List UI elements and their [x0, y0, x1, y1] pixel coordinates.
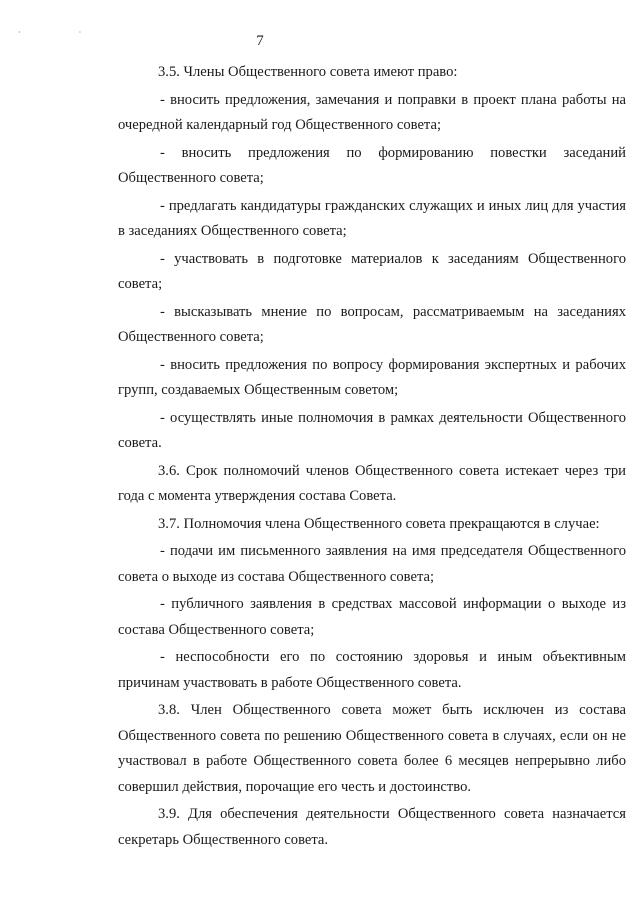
paragraph-3-6: 3.6. Срок полномочий членов Общественного совета истекает через три года с момента утверждения состава Совета.: [118, 462, 626, 504]
paragraph-3-5: 3.5. Члены Общественного совета имеют право:: [158, 64, 458, 80]
paragraph-3-9: 3.9. Для обеспечения деятельности Общественного совета назначается секретарь Общественного совета.: [118, 806, 626, 848]
paragraph-3-7: 3.7. Полномочия члена Общественного совета прекращаются в случае:: [158, 515, 600, 532]
list-item: - осуществлять иные полномочия в рамках деятельности Общественного совета.: [118, 409, 626, 451]
list-item: - неспособности его по состоянию здоровья и иным объективным причинам участвовать в работе Общественного совета.: [118, 649, 626, 691]
list-item: - предлагать кандидатуры гражданских служащих и иных лиц для участия в заседаниях Общественного совета;: [118, 197, 626, 239]
paragraph-3-8: 3.8. Член Общественного совета может быть исключен из состава Общественного совета по решению Общественного совета в случаях, если он не участвовал в работе Общественного совета более 6 месяцев непрерывно либо совершил действия, порочащие его честь и достоинство.: [118, 702, 626, 795]
list-item: - участвовать в подготовке материалов к заседаниям Общественного совета;: [118, 250, 626, 292]
list-item: - публичного заявления в средствах массовой информации о выходе из состава Общественного совета;: [118, 596, 626, 638]
list-item: - вносить предложения по вопросу формирования экспертных и рабочих групп, создаваемых Общественным советом;: [118, 356, 626, 398]
list-item: - подачи им письменного заявления на имя председателя Общественного совета о выходе из состава Общественного совета;: [118, 543, 626, 585]
document-body: [118, 60, 626, 855]
list-item: - высказывать мнение по вопросам, рассматриваемым на заседаниях Общественного совета;: [118, 303, 626, 345]
page-number: 7: [256, 33, 264, 49]
list-item: - вносить предложения по формированию повестки заседаний Общественного совета;: [118, 144, 626, 186]
scan-artifact: · ·: [18, 28, 110, 37]
list-item: - вносить предложения, замечания и поправки в проект плана работы на очередной календарный год Общественного совета;: [118, 91, 626, 133]
